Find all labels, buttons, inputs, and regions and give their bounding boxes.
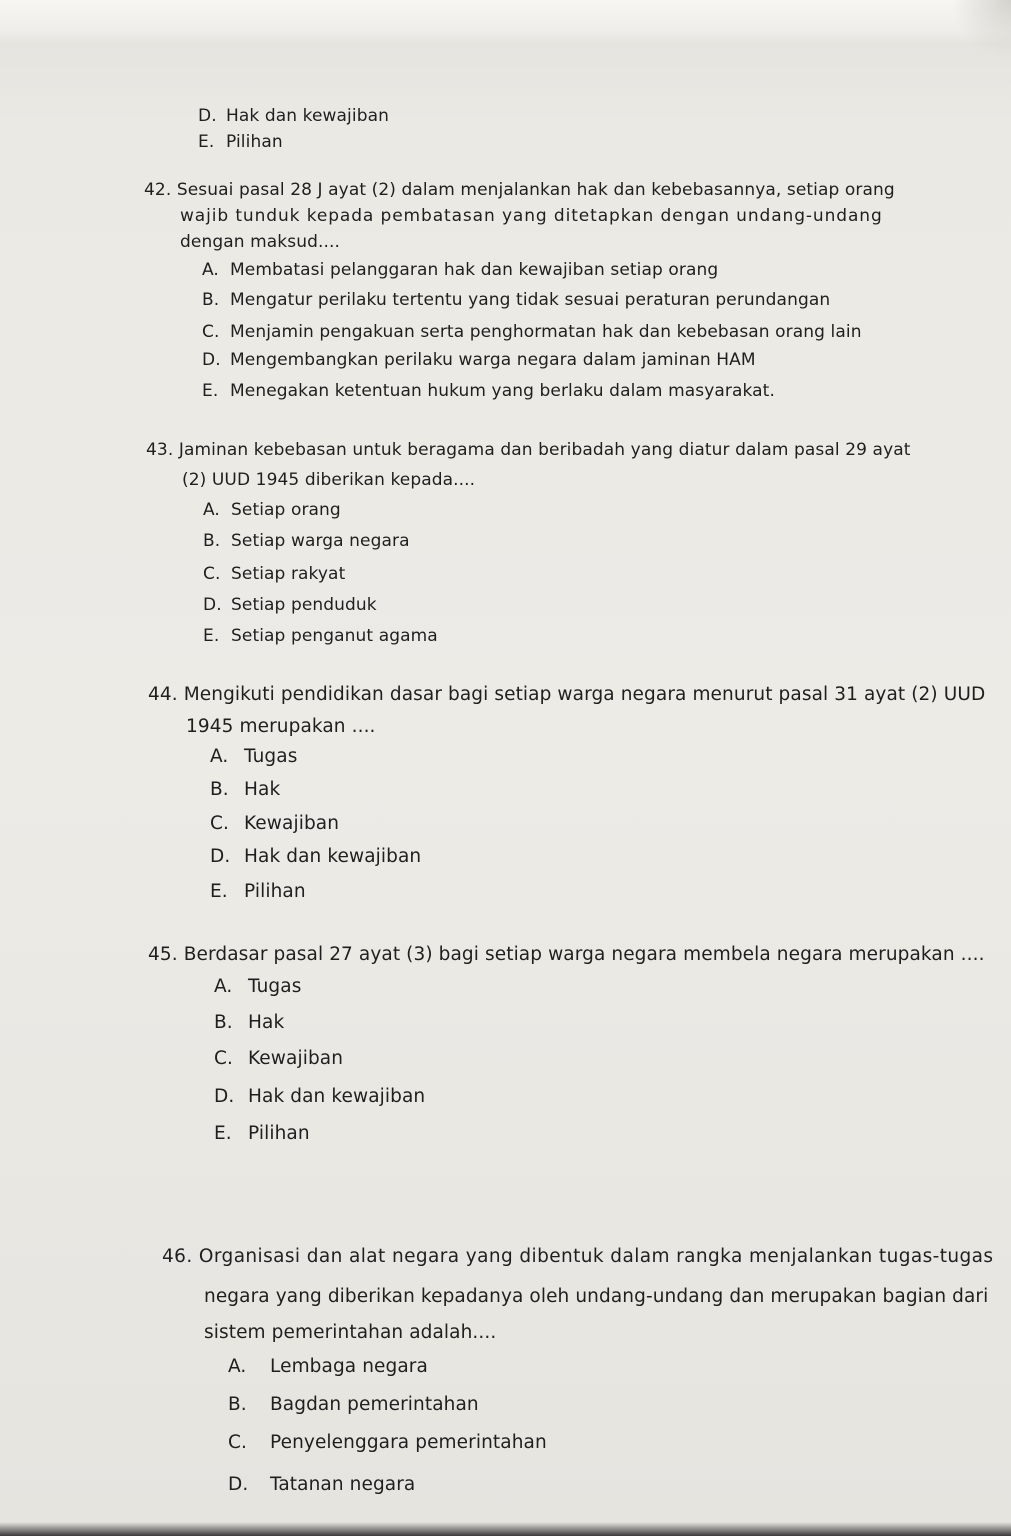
q45-option-e	[214, 1123, 310, 1144]
option-text: Penyelenggara pemerintahan	[270, 1432, 547, 1453]
option-text: Tugas	[244, 746, 298, 767]
option-letter: A.	[210, 746, 229, 767]
option-letter: B.	[210, 779, 229, 800]
page-bottom-edge	[0, 1522, 1011, 1536]
option-letter: B.	[214, 1012, 233, 1033]
page-fold-shadow	[0, 0, 1011, 44]
option-e	[198, 132, 283, 152]
option-letter: B.	[202, 290, 220, 310]
option-letter: D.	[202, 350, 221, 370]
question-42-line-2: wajib tunduk kepada pembatasan yang ditetapkan dengan undang-undang	[180, 206, 883, 226]
option-letter: B.	[228, 1394, 247, 1415]
option-text: Bagdan pemerintahan	[270, 1394, 479, 1415]
option-text: Setiap rakyat	[231, 564, 346, 584]
option-letter: E.	[198, 132, 215, 152]
option-letter: C.	[203, 564, 221, 584]
option-d	[198, 106, 389, 126]
q45-option-c	[214, 1048, 343, 1069]
option-text: Kewajiban	[248, 1048, 344, 1069]
option-text: Tatanan negara	[270, 1474, 416, 1495]
option-text: Setiap penduduk	[231, 595, 377, 615]
option-text: Hak dan kewajiban	[226, 106, 389, 126]
question-text: Sesuai pasal 28 J ayat (2) dalam menjalankan hak dan kebebasannya, setiap orang	[176, 180, 895, 200]
binding-edge	[951, 0, 1011, 60]
question-46-line-2: negara yang diberikan kepadanya oleh undang-undang dan merupakan bagian dari	[204, 1286, 989, 1307]
option-letter: D.	[228, 1474, 249, 1495]
q44-option-b	[210, 779, 280, 800]
q43-option-c	[203, 564, 345, 584]
option-letter: E.	[202, 381, 219, 401]
option-letter: C.	[202, 322, 220, 342]
option-text: Hak	[244, 779, 281, 800]
question-44-line-2: 1945 merupakan ....	[186, 716, 376, 737]
q42-option-d	[202, 350, 756, 370]
option-letter: D.	[198, 106, 217, 126]
q44-option-c	[210, 813, 339, 834]
q42-option-b	[202, 290, 830, 310]
option-text: Setiap penganut agama	[231, 626, 438, 646]
q45-option-d	[214, 1086, 425, 1107]
q46-option-b	[228, 1394, 479, 1415]
option-letter: A.	[203, 500, 220, 520]
option-text: Setiap orang	[231, 500, 341, 520]
question-number: 45.	[148, 944, 178, 965]
option-letter: C.	[210, 813, 229, 834]
option-letter: D.	[203, 595, 222, 615]
question-text: Jaminan kebebasan untuk beragama dan beribadah yang diatur dalam pasal 29 ayat	[178, 440, 911, 460]
question-42-line-3: dengan maksud....	[180, 232, 340, 252]
q43-option-a	[203, 500, 341, 520]
option-letter: D.	[214, 1086, 235, 1107]
q46-option-a	[228, 1356, 428, 1377]
option-text: Hak dan kewajiban	[244, 846, 422, 867]
question-text: Berdasar pasal 27 ayat (3) bagi setiap warga negara membela negara merupakan ....	[183, 944, 985, 965]
q45-option-b	[214, 1012, 284, 1033]
q42-option-e	[202, 381, 775, 401]
option-text: Hak dan kewajiban	[248, 1086, 426, 1107]
question-number: 44.	[148, 684, 178, 705]
option-text: Membatasi pelanggaran hak dan kewajiban setiap orang	[230, 260, 719, 280]
q46-option-d	[228, 1474, 415, 1495]
question-text: Organisasi dan alat negara yang dibentuk dalam rangka menjalankan tugas-tugas	[198, 1246, 994, 1267]
option-letter: D.	[210, 846, 231, 867]
q44-option-e	[210, 881, 306, 902]
option-text: Mengatur perilaku tertentu yang tidak sesuai peraturan perundangan	[230, 290, 831, 310]
option-text: Pilihan	[226, 132, 283, 152]
option-letter: E.	[210, 881, 228, 902]
option-text: Menegakan ketentuan hukum yang berlaku dalam masyarakat.	[230, 381, 775, 401]
option-text: Hak	[248, 1012, 285, 1033]
q46-option-c	[228, 1432, 547, 1453]
question-43-line-1	[146, 440, 911, 460]
option-text: Menjamin pengakuan serta penghormatan hak dan kebebasan orang lain	[230, 322, 862, 342]
option-letter: A.	[202, 260, 219, 280]
q44-option-d	[210, 846, 421, 867]
q43-option-b	[203, 531, 410, 551]
option-text: Tugas	[248, 976, 302, 997]
question-text: Mengikuti pendidikan dasar bagi setiap warga negara menurut pasal 31 ayat (2) UUD	[183, 684, 986, 705]
question-44-line-1	[148, 684, 985, 705]
option-letter: A.	[228, 1356, 247, 1377]
option-letter: A.	[214, 976, 233, 997]
question-number: 46.	[162, 1246, 193, 1267]
option-text: Pilihan	[244, 881, 306, 902]
option-letter: C.	[228, 1432, 247, 1453]
q42-option-a	[202, 260, 718, 280]
option-text: Mengembangkan perilaku warga negara dalam jaminan HAM	[230, 350, 756, 370]
question-number: 43.	[146, 440, 174, 460]
option-text: Lembaga negara	[270, 1356, 428, 1377]
question-43-line-2: (2) UUD 1945 diberikan kepada....	[182, 470, 476, 490]
option-letter: E.	[203, 626, 220, 646]
option-letter: C.	[214, 1048, 233, 1069]
question-45-line-1	[148, 944, 985, 965]
question-42-line-1	[144, 180, 895, 200]
q43-option-e	[203, 626, 438, 646]
option-text: Pilihan	[248, 1123, 310, 1144]
option-letter: E.	[214, 1123, 232, 1144]
question-46-line-3: sistem pemerintahan adalah....	[204, 1322, 497, 1343]
question-number: 42.	[144, 180, 172, 200]
q43-option-d	[203, 595, 377, 615]
question-46-line-1	[162, 1246, 993, 1267]
q45-option-a	[214, 976, 301, 997]
option-letter: B.	[203, 531, 221, 551]
option-text: Kewajiban	[244, 813, 340, 834]
q42-option-c	[202, 322, 862, 342]
q44-option-a	[210, 746, 297, 767]
option-text: Setiap warga negara	[231, 531, 410, 551]
